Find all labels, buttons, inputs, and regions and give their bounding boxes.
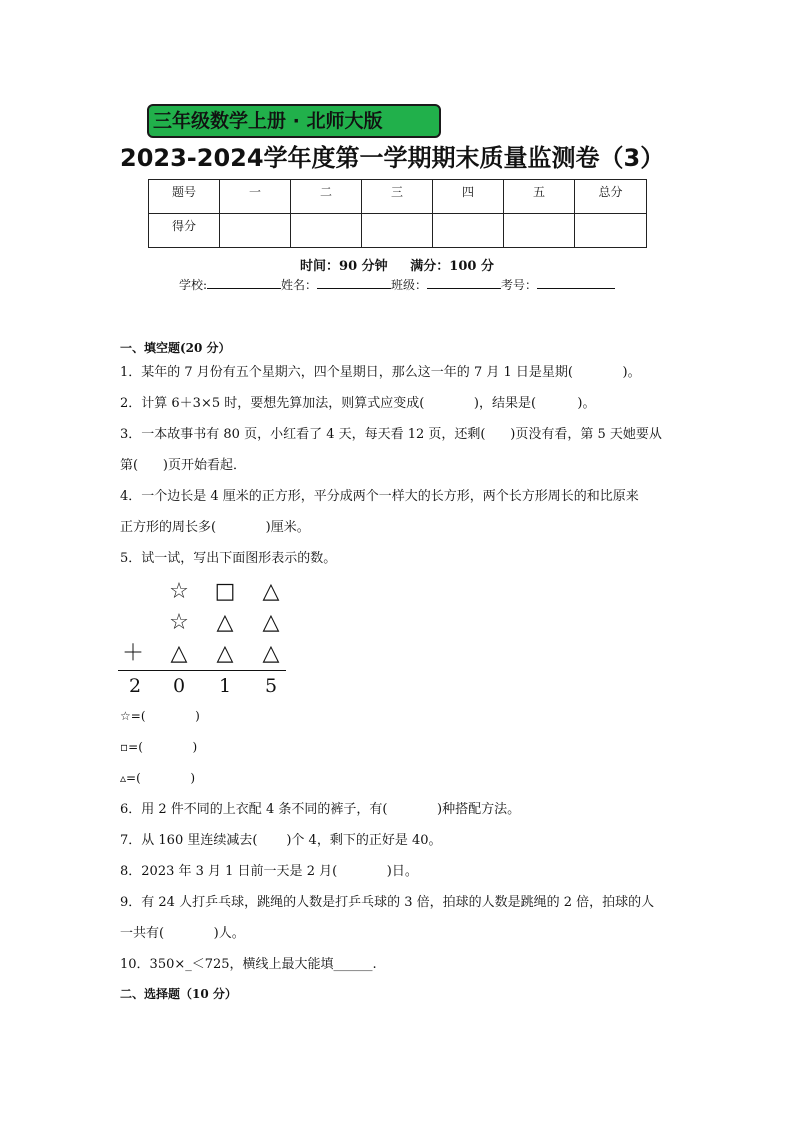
answer-triangle: ▵=( )	[120, 771, 196, 785]
star-shape: ☆	[169, 579, 189, 604]
score-cell[interactable]	[575, 214, 647, 248]
header-cell-part-4: 四	[433, 180, 504, 214]
header-cell-part-3: 三	[362, 180, 433, 214]
header-cell-total: 总分	[575, 180, 647, 214]
result-digit: 0	[172, 675, 186, 697]
name-label: 姓名：	[281, 278, 318, 292]
header-cell-part-1: 一	[220, 180, 291, 214]
star-shape: ☆	[169, 610, 189, 635]
header-cell-question-no: 题号	[149, 180, 220, 214]
question-1: 1．某年的 7 月份有五个星期六，四个星期日，那么这一年的 7 月 1 日是星期( )。	[120, 365, 641, 380]
score-cell[interactable]	[220, 214, 291, 248]
triangle-shape: △	[216, 641, 234, 666]
triangle-shape: △	[170, 641, 188, 666]
question-5: 5．试一试，写出下面图形表示的数。	[120, 551, 337, 566]
question-9-line-1: 9．有 24 人打乒乓球，跳绳的人数是打乒乓球的 3 倍，拍球的人数是跳绳的 2 倍，拍球的人	[120, 895, 655, 910]
score-row-label: 得分	[149, 214, 220, 248]
class-field[interactable]	[427, 276, 501, 289]
question-10: 10．350×_＜725，横线上最大能填______.	[120, 957, 377, 972]
header-cell-part-2: 二	[291, 180, 362, 214]
question-3-line-2: 第( )页开始看起．	[120, 458, 246, 473]
header-cell-part-5: 五	[504, 180, 575, 214]
question-2: 2．计算 6＋3×5 时，要想先算加法，则算式应变成( )，结果是( )。	[120, 396, 596, 411]
page-title: 2023-2024学年度第一学期期末质量监测卷（3）	[120, 144, 665, 172]
score-cell[interactable]	[504, 214, 575, 248]
question-4-line-2: 正方形的周长多( )厘米。	[120, 520, 310, 535]
class-label: 班级：	[391, 278, 428, 292]
answer-square: ▫=( )	[120, 740, 198, 754]
question-6: 6．用 2 件不同的上衣配 4 条不同的裤子，有( )种搭配方法。	[120, 802, 521, 817]
question-7: 7．从 160 里连续减去( )个 4，剩下的正好是 40。	[120, 833, 442, 848]
result-digit: 2	[128, 675, 142, 697]
edition-badge: 三年级数学上册 · 北师大版	[147, 104, 441, 138]
section-2-title: 二、选择题（10 分）	[120, 987, 237, 1001]
question-4-line-1: 4．一个边长是 4 厘米的正方形，平分成两个一样大的长方形，两个长方形周长的和比原来	[120, 489, 639, 504]
school-field[interactable]	[207, 276, 281, 289]
question-9-line-2: 一共有( )人。	[120, 926, 245, 941]
triangle-shape: △	[262, 641, 280, 666]
triangle-shape: △	[216, 610, 234, 635]
score-cell[interactable]	[362, 214, 433, 248]
score-table-score-row	[149, 214, 647, 248]
square-shape: □	[214, 579, 236, 604]
plus-sign: ＋	[121, 641, 144, 666]
question-8: 8．2023 年 3 月 1 日前一天是 2 月( )日。	[120, 864, 418, 879]
score-table	[148, 179, 647, 248]
exam-time-line: 时间：90 分钟 满分：100 分	[300, 259, 494, 274]
question-3-line-1: 3．一本故事书有 80 页，小红看了 4 天，每天看 12 页，还剩( )页没有看，第 5 天她要从	[120, 427, 662, 442]
section-1-title: 一、填空题(20 分）	[120, 341, 231, 355]
number-label: 考号：	[501, 278, 538, 292]
answer-star: ☆=( )	[120, 709, 200, 723]
student-info-line	[0, 276, 794, 293]
name-field[interactable]	[317, 276, 391, 289]
triangle-shape: △	[262, 579, 280, 604]
score-cell[interactable]	[291, 214, 362, 248]
sum-line	[118, 670, 286, 671]
score-table-header-row	[149, 180, 647, 214]
score-cell[interactable]	[433, 214, 504, 248]
triangle-shape: △	[262, 610, 280, 635]
school-label: 学校:	[178, 278, 207, 292]
result-digit: 1	[218, 675, 232, 697]
number-field[interactable]	[537, 276, 615, 289]
result-digit: 5	[264, 675, 278, 697]
shape-addition-puzzle	[118, 578, 298, 698]
